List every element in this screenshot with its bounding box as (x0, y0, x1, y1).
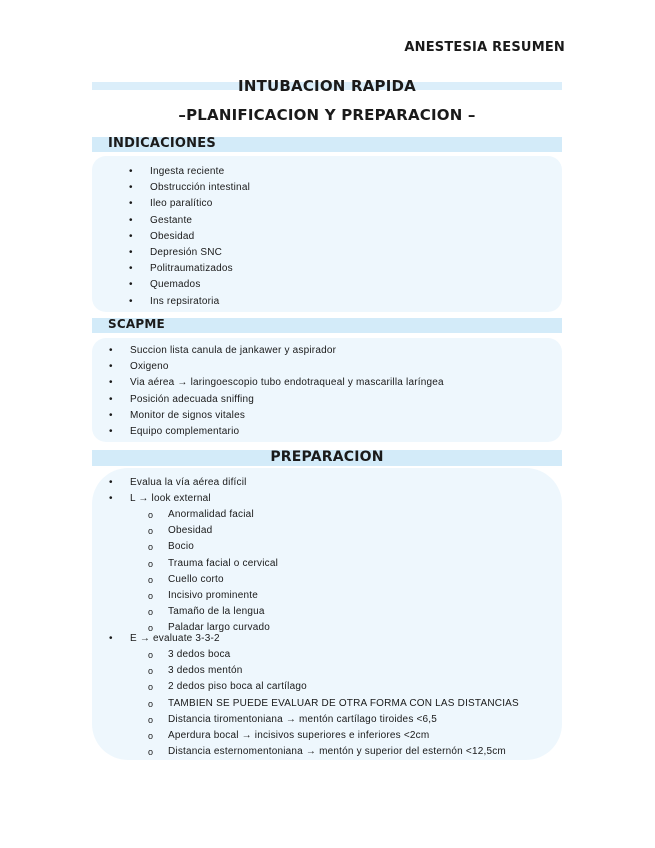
look-external-sublist (148, 507, 279, 637)
sub-list-item: o Distancia esternomentoniana → mentón y superior del esternón <12,5cm (148, 746, 506, 758)
sub-list-item: o 3 dedos mentón (148, 665, 243, 677)
preparacion-list-evaluate (109, 631, 220, 647)
list-item: • L → look external (109, 493, 211, 505)
document-header: ANESTESIA RESUMEN (404, 40, 565, 55)
list-item: • Quemados (129, 279, 201, 291)
list-item: • Ileo paralítico (129, 198, 213, 210)
list-item: • Gestante (129, 214, 193, 226)
list-item: • Evalua la vía aérea difícil (109, 477, 247, 488)
evaluate-sublist (148, 647, 519, 760)
indicaciones-list (129, 164, 251, 310)
list-item: • Monitor de signos vitales (109, 409, 246, 421)
list-item: • Obstrucción intestinal (129, 182, 251, 194)
sub-list-item: o Anormalidad facial (148, 509, 254, 520)
sub-list-item: o Trauma facial o cervical (148, 557, 279, 569)
page-subtitle: –PLANIFICACION Y PREPARACION – (178, 106, 476, 124)
list-item: • Equipo complementario (109, 425, 240, 437)
sub-list-item: o Cuello corto (148, 573, 224, 585)
preparacion-heading: PREPARACION (270, 449, 384, 465)
preparacion-list (109, 475, 247, 507)
list-item: • Ins repsiratoria (129, 295, 220, 307)
sub-list-item: o 2 dedos piso boca al cartílago (148, 681, 307, 693)
list-item: • Depresión SNC (129, 246, 223, 258)
list-item: • Via aérea → laringoescopio tubo endotraqueal y mascarilla laríngea (109, 377, 444, 389)
list-item: • E → evaluate 3-3-2 (109, 633, 220, 644)
sub-list-item: o Incisivo prominente (148, 589, 258, 601)
list-item: • Succion lista canula de jankawer y aspirador (109, 345, 337, 356)
list-item: • Politraumatizados (129, 263, 233, 275)
list-item: • Posición adecuada sniffing (109, 393, 254, 405)
page-title: INTUBACION RAPIDA (238, 77, 416, 95)
indicaciones-heading: INDICACIONES (108, 136, 216, 151)
list-item: • Ingesta reciente (129, 166, 225, 177)
sub-list-item: o Aperdura bocal → incisivos superiores e inferiores <2cm (148, 729, 430, 741)
scapme-heading: SCAPME (108, 317, 165, 331)
sub-list-item: o TAMBIEN SE PUEDE EVALUAR DE OTRA FORMA CON LAS DISTANCIAS (148, 697, 519, 709)
sub-list-item: o Paladar largo curvado (148, 622, 271, 634)
list-item: • Oxigeno (109, 361, 169, 373)
list-item: • Obesidad (129, 230, 195, 242)
sub-list-item: o Bocio (148, 541, 195, 553)
sub-list-item: o 3 dedos boca (148, 649, 231, 660)
scapme-list (109, 343, 444, 440)
sub-list-item: o Distancia tiromentoniana → mentón cartílago tiroides <6,5 (148, 713, 438, 725)
sub-list-item: o Obesidad (148, 525, 213, 537)
sub-list-item: o Tamaño de la lengua (148, 606, 265, 618)
